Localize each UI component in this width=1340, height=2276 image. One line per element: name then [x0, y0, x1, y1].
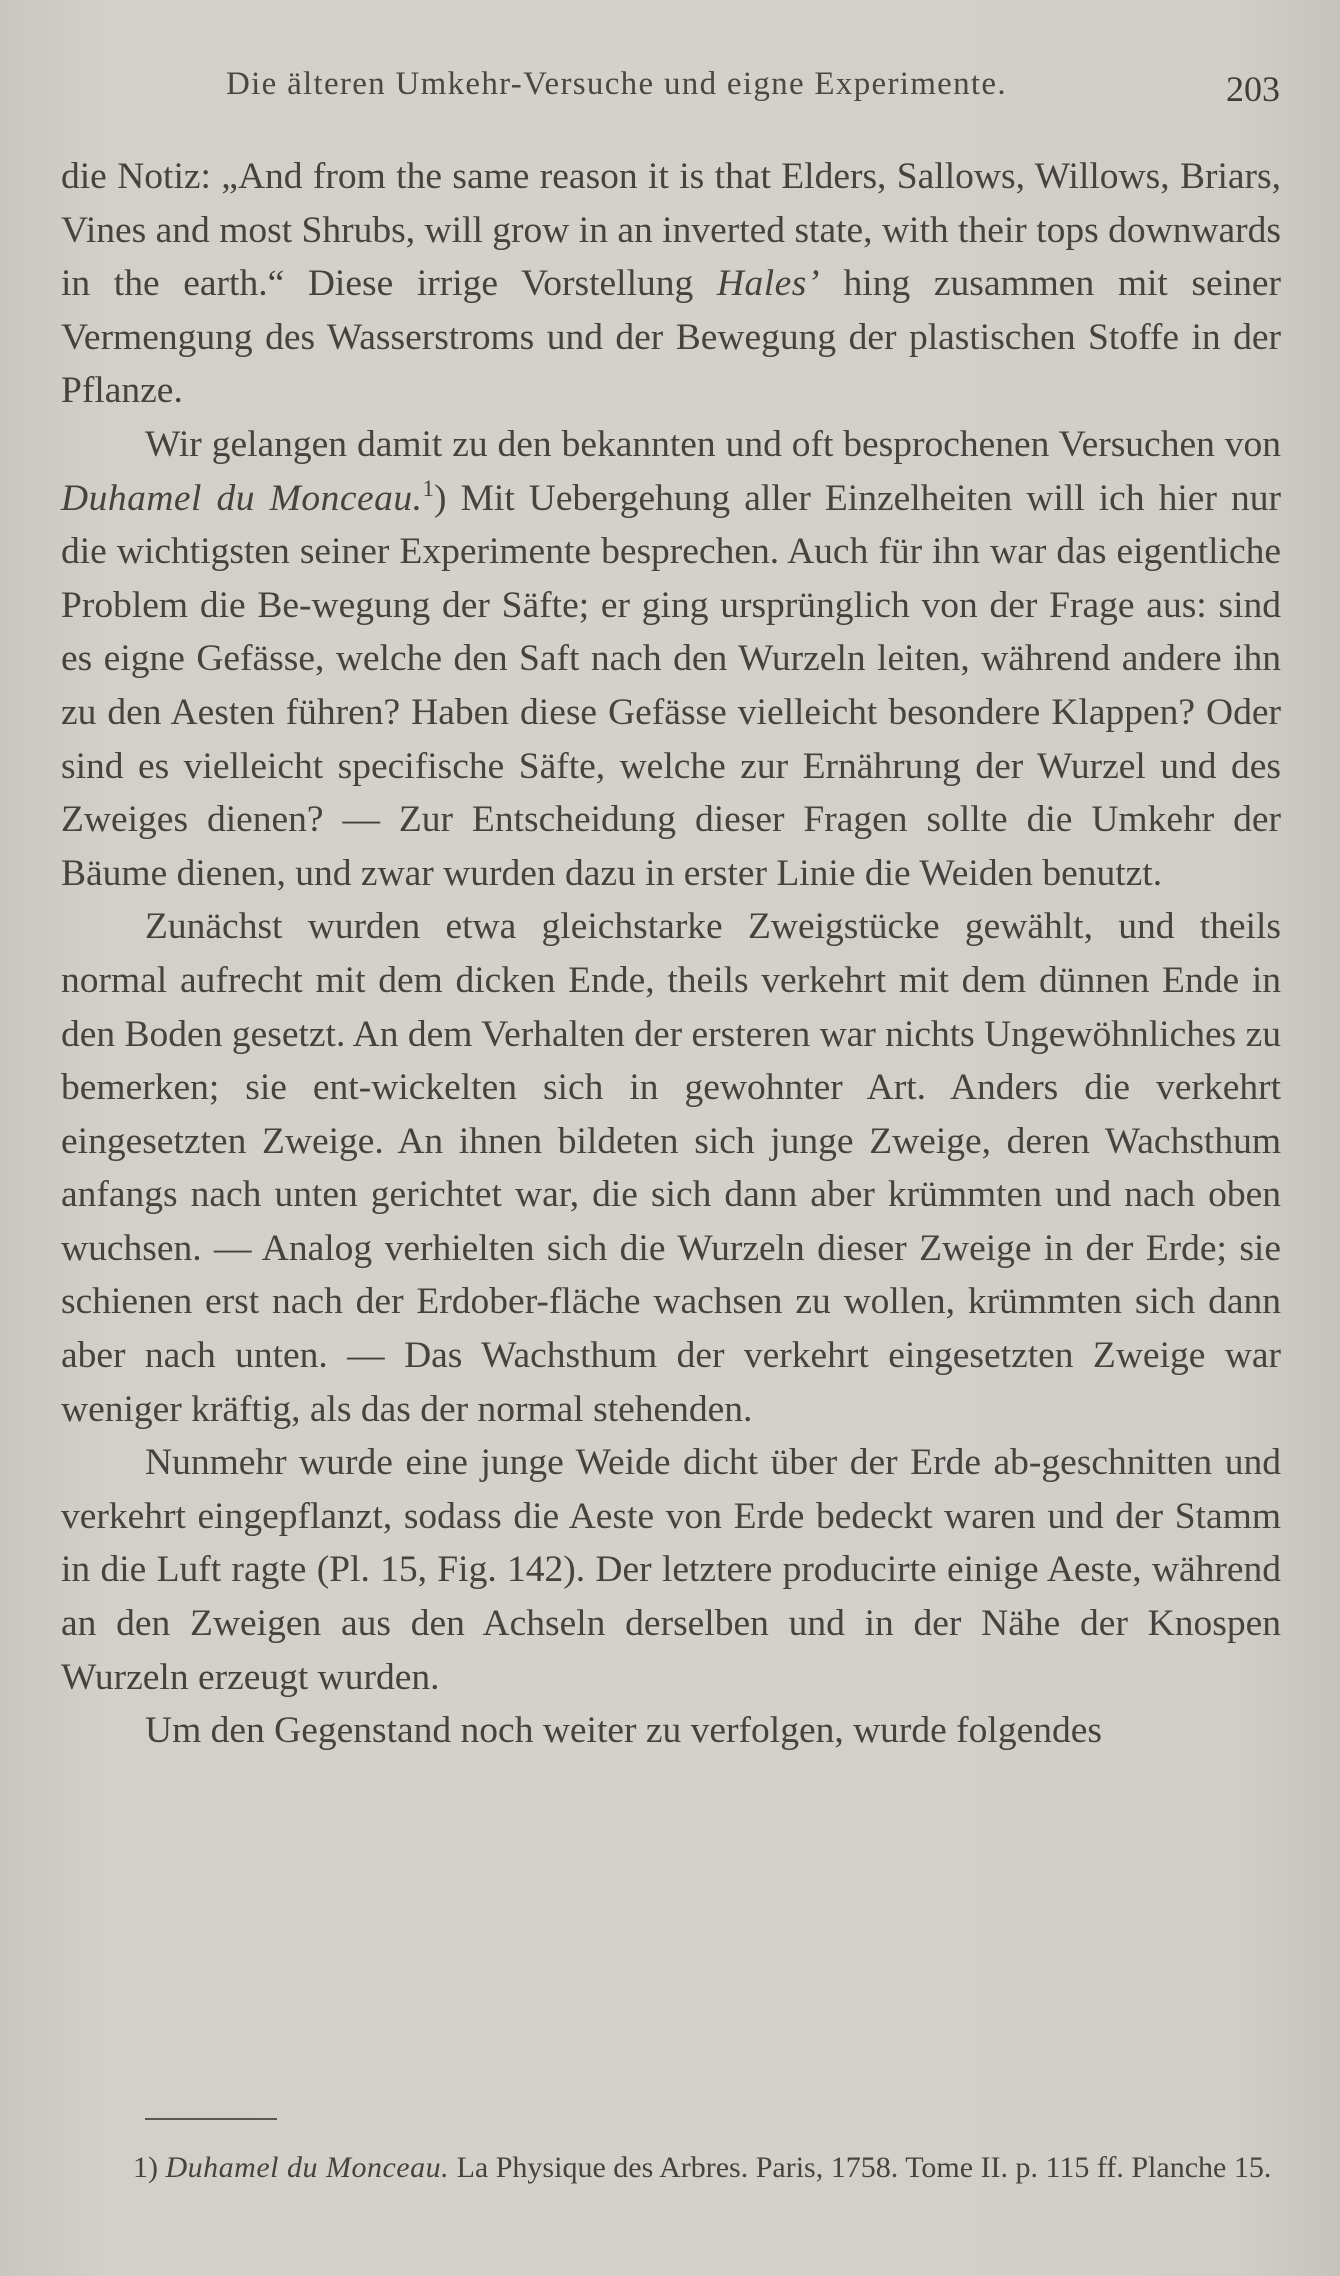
running-head — [60, 60, 1280, 110]
text-run: ) Mit Uebergehung aller Einzelheiten will ich hier nur die wichtigsten seiner Experimente besprechen. Auch für ihn war das eigentliche Problem die Be-wegung der Säfte; er ging ursprünglich von der Frage aus: sind es eigne Gefässe, welche den Saft nach den Wurzeln leiten, während andere ihn zu den Aesten führen? Haben diese Gefässe vielleicht besondere Klappen? Oder sind es vielleicht specifische Säfte, welche zur Ernährung der Wurzel und des Zweiges dienen? — Zur Entscheidung dieser Fragen sollte die Umkehr der Bäume dienen, und zwar wurden dazu in erster Linie die Weiden benutzt. — [61, 477, 1281, 894]
text-run: hing zusammen mit seiner Vermengung des Wasserstroms und der Bewegung der plastischen Stoffe in der Pflanze. — [61, 263, 1282, 412]
paragraph-5 — [61, 1704, 1281, 1758]
footnote: 1) Duhamel du Monceau. La Physique des Arbres. Paris, 1758. Tome II. p. 115 ff. Planche 15. — [133, 2151, 1272, 2184]
paragraph-2 — [61, 418, 1281, 900]
footnote-marker: 1 — [133, 2151, 148, 2184]
footnote-divider — [145, 2118, 277, 2120]
paragraph-1 — [61, 150, 1281, 418]
page-number: 203 — [1226, 69, 1280, 109]
text-run: Nunmehr wurde eine junge Weide dicht über der Erde ab-geschnitten und verkehrt eingepflanzt, sodass die Aeste von Erde bedeckt waren und der Stamm in die Luft ragte (Pl. 15, Fig. 142). Der letztere producirte einige Aeste, während an den Zweigen aus den Achseln derselben und in der Nähe der Knospen Wurzeln erzeugt wurden. — [61, 1442, 1281, 1698]
italic-name: Hales’ — [716, 263, 820, 305]
text-run: Um den Gegenstand noch weiter zu verfolgen, wurde folgendes — [145, 1710, 1102, 1752]
text-run: Zunächst wurden etwa gleichstarke Zweigstücke gewählt, und theils normal aufrecht mit dem dicken Ende, theils verkehrt mit dem dünnen Ende in den Boden gesetzt. An dem Verhalten der ersteren war nichts Ungewöhnliches zu bemerken; sie ent-wickelten sich in gewohnter Art. Anders die verkehrt eingesetzten Zweige. An ihnen bildeten sich junge Zweige, deren Wachsthum anfangs nach unten gerichtet war, die sich dann aber krümmten und nach oben wuchsen. — Analog verhielten sich die Wurzeln dieser Zweige in der Erde; sie schienen erst nach der Erdober-fläche wachsen zu wollen, krümmten sich dann aber nach unten. — Das Wachsthum der verkehrt eingesetzten Zweige war weniger kräftig, als das der normal stehenden. — [61, 906, 1281, 1430]
footnote-author: Duhamel du Monceau. — [165, 2151, 450, 2184]
footnote-reference: 1 — [422, 475, 435, 501]
body-text — [61, 150, 1281, 1758]
text-run: die Notiz: „And from the same reason it is that Elders, Sallows, Willows, Briars, Vines and most Shrubs, will grow in an inverted state, with their tops downwards in the earth.“ Diese irrige Vorstellung — [61, 156, 1281, 305]
italic-name: Duhamel du Monceau. — [61, 477, 423, 519]
paragraph-4 — [61, 1436, 1281, 1704]
footnote-text: La Physique des Arbres. Paris, 1758. Tome II. p. 115 ff. Planche 15. — [456, 2151, 1272, 2184]
text-run: Wir gelangen damit zu den bekannten und oft besprochenen Versuchen von — [145, 423, 1281, 465]
running-title: Die älteren Umkehr-Versuche und eigne Experimente. — [226, 66, 1007, 102]
paragraph-3 — [61, 900, 1281, 1436]
